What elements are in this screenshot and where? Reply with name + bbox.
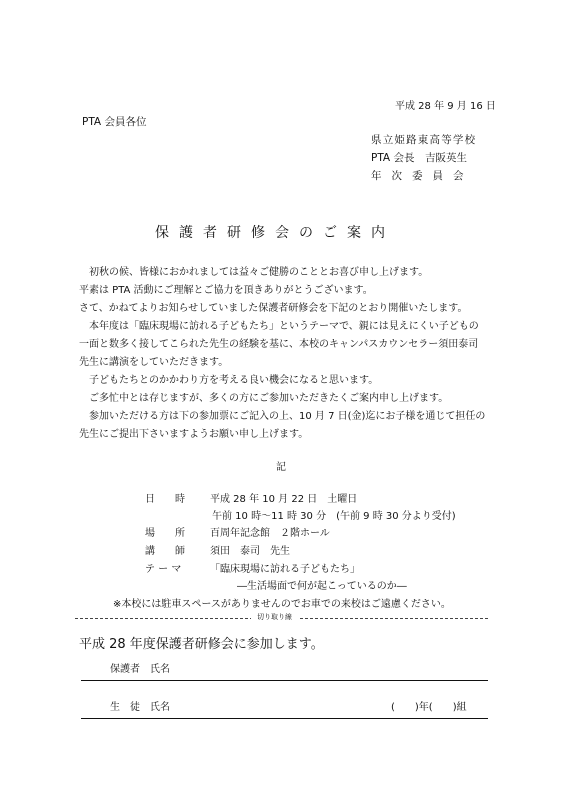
body-line: 参加いただける方は下の参加票にご記入の上、10 月 7 日(金)迄にお子様を通じて担任の [79, 411, 486, 422]
parking-note: ※本校には駐車スペースがありませんのでお車での来校はご遠慮ください。 [113, 599, 451, 610]
document-title: 保護者研修会のご案内 [155, 225, 395, 241]
time-value: 午前 10 時～11 時 30 分 (午前 9 時 30 分より受付) [212, 511, 456, 522]
place-label: 場 所 [145, 528, 185, 539]
cut-label: 切り取り線 [251, 612, 298, 622]
sender-committee: 年次委員会 [371, 170, 474, 182]
recipient: PTA 会員各位 [82, 116, 147, 128]
guardian-name-line[interactable] [81, 680, 488, 681]
ki-heading: 記 [276, 462, 286, 473]
speaker-label: 講 師 [145, 546, 185, 557]
student-name-line[interactable] [81, 718, 488, 719]
body-line: 先生にご提出下さいますようお願い申し上げます。 [79, 429, 309, 440]
place-value: 百周年記念館 ２階ホール [210, 528, 330, 539]
speaker-value: 須田 泰司 先生 [210, 546, 290, 557]
body-line: 先生に講演をしていただきます。 [79, 357, 229, 368]
student-name-label: 生 徒 氏名 [110, 702, 170, 713]
body-line: 本年度は「臨床現場に訪れる子どもたち」というテーマで、親には見えにくい子どもの [79, 321, 479, 332]
document-date: 平成 28 年 9 月 16 日 [395, 101, 496, 112]
theme-label: テ ー マ [145, 564, 182, 575]
class-field[interactable]: ( )年( )組 [391, 702, 467, 713]
body-line: 初秋の候、皆様におかれましては益々ご健勝のこととお喜び申し上げます。 [79, 267, 429, 278]
body-line: 子どもたちとのかかわり方を考える良い機会になると思います。 [79, 375, 379, 386]
date-label: 日 時 [145, 494, 185, 505]
sender-school: 県立姫路東高等学校 [371, 134, 477, 146]
theme-subtitle: ―生活場面で何が起こっているのか― [237, 581, 407, 592]
date-value: 平成 28 年 10 月 22 日 土曜日 [210, 494, 358, 505]
sender-pta-president: PTA 会長 吉阪英生 [371, 152, 467, 164]
reply-title: 平成 28 年度保護者研修会に参加します。 [79, 637, 324, 652]
body-line: 平素は PTA 活動にご理解とご協力を頂きありがとうございます。 [79, 285, 373, 296]
body-line: ご多忙中とは存じますが、多くの方にご参加いただきたくご案内申し上げます。 [79, 393, 449, 404]
guardian-name-label: 保護者 氏名 [110, 664, 170, 675]
theme-value: 「臨床現場に訪れる子どもたち」 [210, 564, 360, 575]
body-line: 一面と数多く接してこられた先生の経験を基に、本校のキャンパスカウンセラー須田泰司 [79, 339, 479, 350]
body-line: さて、かねてよりお知らせしていました保護者研修会を下記のとおり開催いたします。 [79, 303, 468, 314]
